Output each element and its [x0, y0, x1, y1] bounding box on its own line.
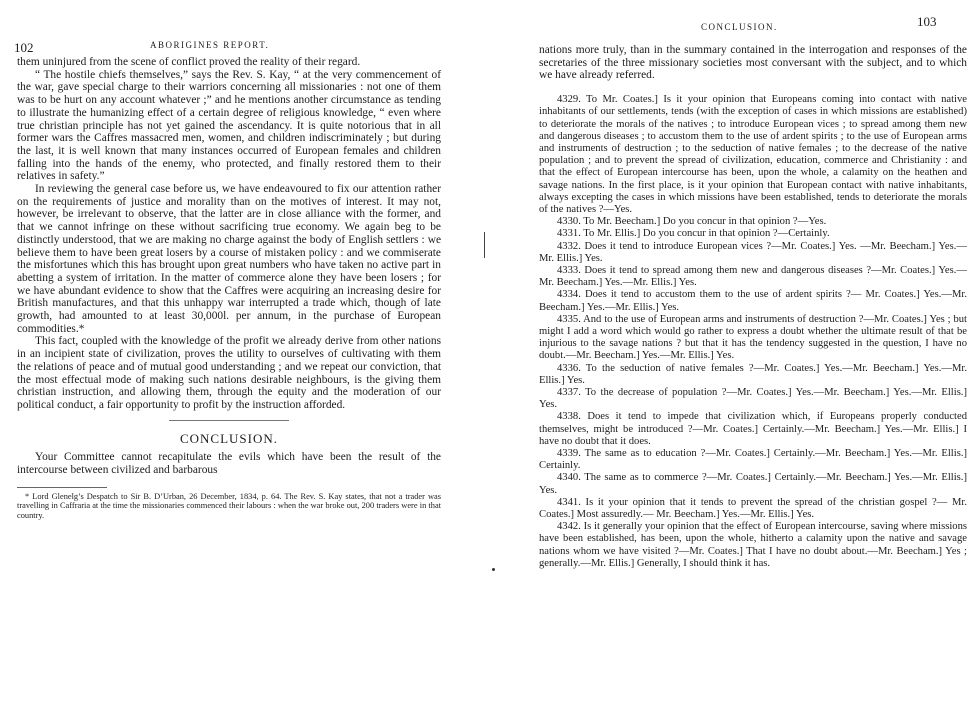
gutter-mark	[484, 232, 485, 258]
left-paragraph-1: them uninjured from the scene of conflict proved the reality of their regard.	[17, 56, 361, 68]
section-heading: CONCLUSION.	[179, 430, 279, 446]
left-paragraph-3: In reviewing the general case before us, we have endeavoured to fix our attention rather on the requirements of justice and morality than on the motives of interest. It may not, however, be irrelevant to observe, that the latter are in close alliance with the former, and that we cannot infringe on these without sacrificing true economy. We again beg to be distinctly understood, that we are making no charge against the body of English settlers : we believe them to have been great losers by a course of mistaken policy : and we commiserate the misfortunes which this has brought upon great numbers who have taken no active part in abetting a system of irritation. In the matter of commerce alone they have been losers ; for we have abundant evidence to show that the Caffres were acquiring an increasing desire for British manufactures, and that this unhappy war interrupted a trade which, though of late growth, had amounted to at least 30,000l. per annum, in the purchase of European commodities.*	[17, 183, 441, 335]
gutter-dot	[492, 568, 495, 571]
right-running-head: CONCLUSION.	[701, 22, 778, 32]
footnote	[17, 492, 441, 520]
evidence-4338: 4338. Does it tend to impede that civilization which, if Europeans properly conducted themselves, might be introduced ?—Mr. Coates.] Certainly.—Mr. Beecham.] Yes.—Mr. Ellis.] I have no doubt that it does.	[539, 411, 967, 447]
evidence-4340: 4340. The same as to commerce ?—Mr. Coates.] Certainly.—Mr. Beecham.] Yes.—Mr. Ellis.] Yes.	[539, 472, 967, 496]
right-intro-paragraph: nations more truly, than in the summary contained in the interrogation and responses of the secretaries of the three missionary societies most conversant with the subject, and to which we have already referred.	[539, 44, 967, 82]
evidence-4336: 4336. To the seduction of native females ?—Mr. Coates.] Yes.—Mr. Beecham.] Yes.—Mr. Ellis.] Yes.	[539, 362, 967, 386]
left-page-number: 102	[14, 40, 34, 55]
evidence-4342: 4342. Is it generally your opinion that the effect of European intercourse, saving where missions have been established, has been, upon the whole, hitherto a calamity upon the native and savage nations whom we have visited ?—Mr. Coates.] That I have no doubt about.—Mr. Beecham.] Yes ; generally.—Mr. Ellis.] Generally, I should think it has.	[539, 521, 967, 569]
left-paragraph-2: “ The hostile chiefs themselves,” says the Rev. S. Kay, “ at the very commencement of the war, gave special charge to their warriors concerning all missionaries : not one of them was to be hurt on any account whatever ;” and he mentions another circumstance as tending to illustrate the humanizing effect of a certain degree of religious knowledge, “ even where true christian principle has not yet gained the ascendancy. It is quite notorious that in all former wars the Caffres massacred men, women, and children indiscriminately ; but during the last, it is well known that many instances occurred of European females and children falling into the hands of the enemy, who protected, and finally restored them to their relatives in safety.”	[17, 68, 441, 183]
evidence-4334: 4334. Does it tend to accustom them to the use of ardent spirits ?— Mr. Coates.] Yes.—Mr. Beecham.] Yes.—Mr. Ellis.] Yes.	[539, 289, 967, 313]
right-page-body	[539, 44, 967, 570]
evidence-4329: 4329. To Mr. Coates.] Is it your opinion that Europeans coming into contact with native inhabitants of our settlements, tends (with the exception of cases in which missions are established) to deteriorate the morals of the natives ; to introduce European vices ; to spread among them new and dangerous diseases ; to accustom them to the use of ardent spirits ; to the use of European arms and instruments of destruction ; to the seduction of native females ; to the decrease of the native population ; and to prevent the spread of civilization, education, commerce and Christianity : and that the effect of European intercourse has been, upon the whole, a calamity on the heathen and savage nations. In the first place, is it your opinion that European contact with native inhabitants, always excepting the cases in which missions have been established, tends to deteriorate the morals of the natives ?—Yes.	[539, 94, 967, 215]
evidence-4331: 4331. To Mr. Ellis.] Do you concur in that opinion ?—Certainly.	[557, 228, 830, 240]
evidence-4333: 4333. Does it tend to spread among them new and dangerous diseases ?—Mr. Coates.] Yes.—Mr. Beecham.] Yes.—Mr. Ellis.] Yes.	[539, 264, 967, 289]
evidence-4337: 4337. To the decrease of population ?—Mr. Coates.] Yes.—Mr. Beecham.] Yes.—Mr. Ellis.] Yes.	[539, 386, 967, 411]
evidence-4330: 4330. To Mr. Beecham.] Do you concur in that opinion ?—Yes.	[557, 216, 827, 228]
evidence-4339: 4339. The same as to education ?—Mr. Coates.] Certainly.—Mr. Beecham.] Yes.—Mr. Ellis.] Certainly.	[539, 448, 967, 472]
left-page-body	[17, 56, 441, 520]
evidence-4335: 4335. And to the use of European arms and instruments of destruction ?—Mr. Coates.] Yes ; but might I add a word which would go rather to express a doubt whether the ultimate result of that be injurious to the savage nations ? but that it has the tendency suggested in the question, I have no doubt.—Mr. Beecham.] Yes.—Mr. Ellis.] Yes.	[539, 313, 967, 362]
left-paragraph-4: This fact, coupled with the knowledge of the profit we already derive from other nations in an incipient state of civilization, proves the utility to ourselves of cultivating with them the relations of peace and of mutual good understanding ; and we repeat our conviction, that the most effectual mode of making such nations desirable neighbours, is the giving them christian instruction, and allowing them, through the equity and the moderation of our political conduct, a fair opportunity to profit by the instruction afforded.	[17, 335, 441, 411]
evidence-4332: 4332. Does it tend to introduce European vices ?—Mr. Coates.] Yes. —Mr. Beecham.] Yes.—Mr. Ellis.] Yes.	[539, 240, 967, 264]
footnote-divider	[17, 487, 107, 488]
footnote-text: * Lord Glenelg’s Despatch to Sir B. D’Urban, 26 December, 1834, p. 64. The Rev. S. Kay states, that not a trader was travelling in Caffraria at the time the missionaries commenced their labours : when the war broke out, 200 traders were in that country.	[17, 491, 441, 520]
right-page-number: 103	[917, 14, 937, 29]
section-divider	[169, 420, 289, 421]
conclusion-paragraph: Your Committee cannot recapitulate the evils which have been the result of the intercourse between civilized and barbarous	[17, 451, 441, 477]
left-running-head: ABORIGINES REPORT.	[150, 40, 270, 50]
evidence-4341: 4341. Is it your opinion that it tends to prevent the spread of the christian gospel ?— Mr. Coates.] Most assuredly.— Mr. Beecham.] Yes.—Mr. Ellis.] Yes.	[539, 496, 967, 521]
evidence-list	[539, 94, 967, 570]
